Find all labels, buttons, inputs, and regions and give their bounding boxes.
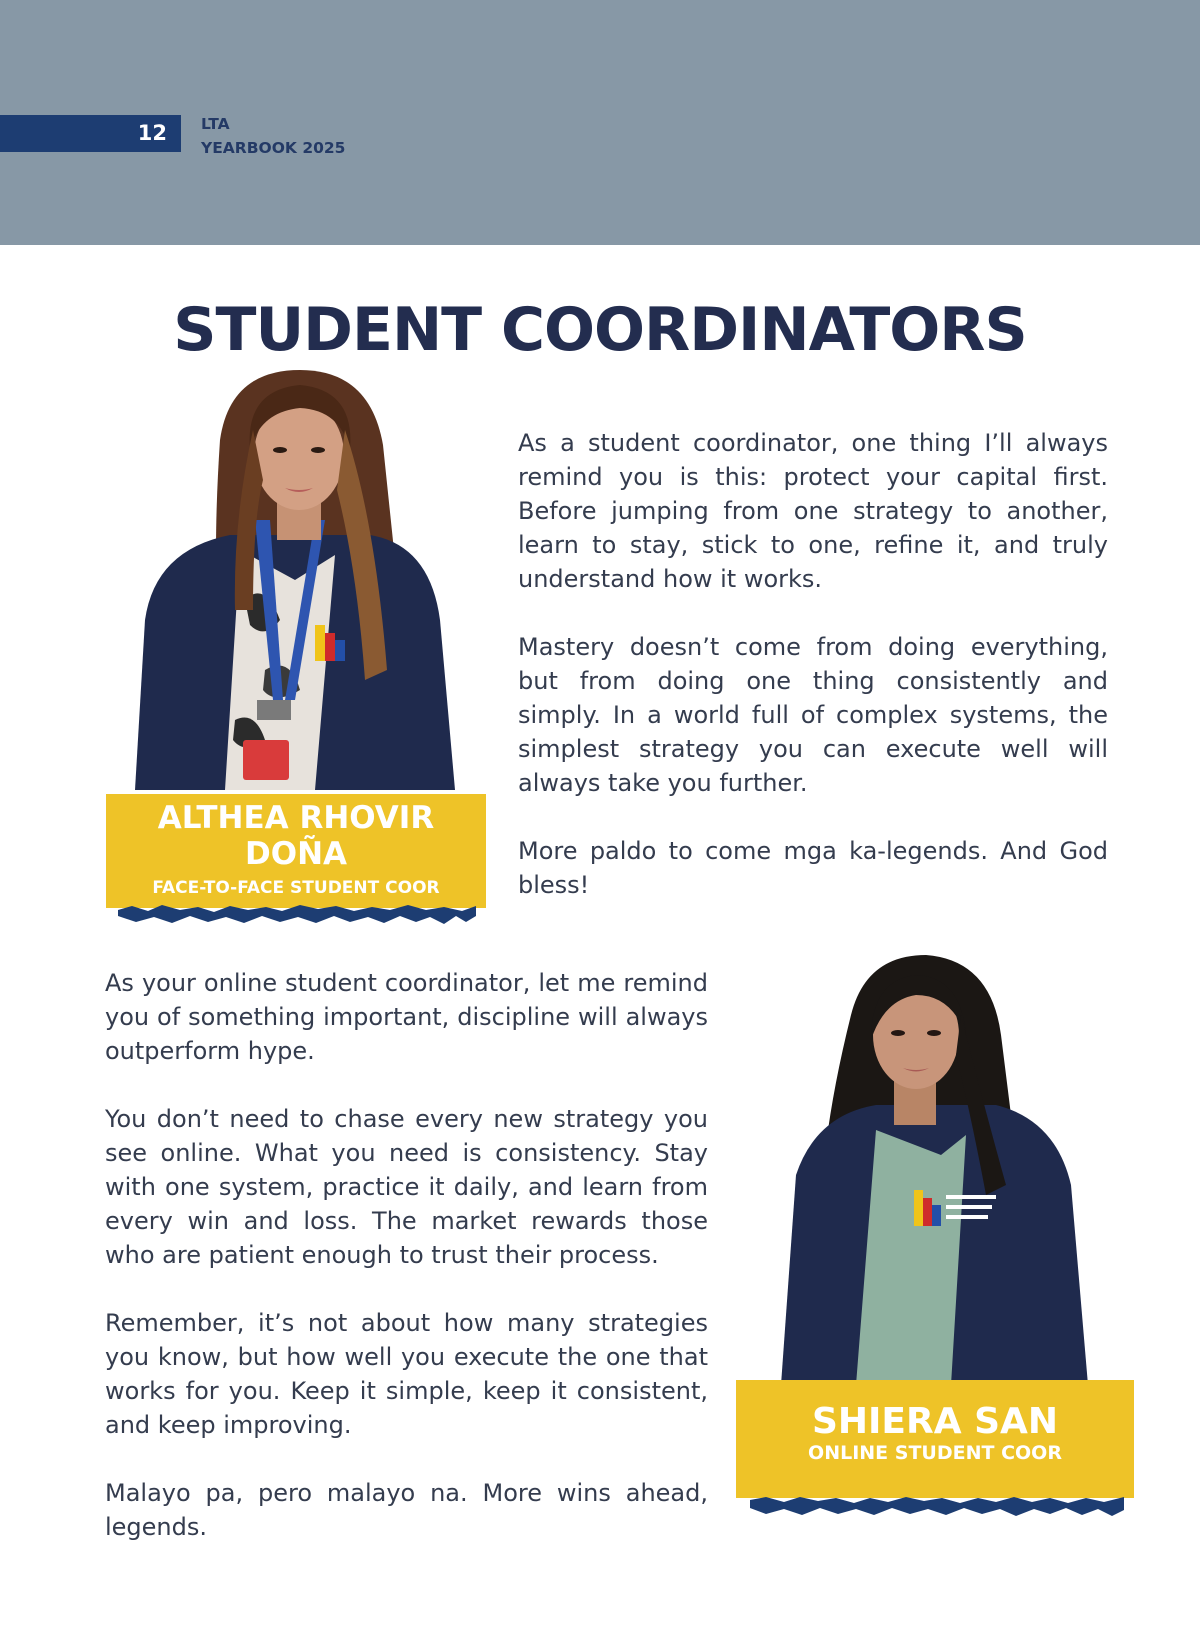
coordinator-2-paragraph: As your online student coordinator, let me remind you of something important, discipline will always outperform hype.	[105, 969, 708, 1065]
publication-line-2: YEARBOOK 2025	[201, 139, 346, 157]
publication-line-1: LTA	[201, 115, 230, 133]
coordinator-1-role: FACE-TO-FACE STUDENT COOR	[152, 878, 440, 898]
coordinator-1-name-line-1: ALTHEA RHOVIR	[157, 800, 435, 836]
page-title: STUDENT COORDINATORS	[173, 295, 1027, 365]
coordinator-1-photo	[125, 370, 465, 790]
page-number-bar	[0, 115, 181, 152]
coordinator-2-torn-edge	[750, 1494, 1124, 1522]
coordinator-2-role: ONLINE STUDENT COOR	[808, 1442, 1062, 1464]
coordinator-1-paragraph: As a student coordinator, one thing I’ll always remind you is this: protect your capital first. Before jumping from one strategy to another, learn to stay, stick to one, refine it, and truly understand how it works.	[518, 429, 1108, 593]
coordinator-2-name: SHIERA SAN	[811, 1401, 1059, 1442]
coordinator-2-photo	[776, 955, 1096, 1385]
coordinator-1-name-line-2: DOÑA	[244, 836, 348, 872]
coordinator-2-paragraph: You don’t need to chase every new strategy you see online. What you need is consistency. Stay with one system, practice it daily, and learn from every win and loss. The market rewards those who are patient enough to trust their process.	[105, 1105, 708, 1269]
page-number: 12	[137, 121, 167, 145]
coordinator-1-nameplate	[106, 794, 486, 908]
coordinator-2-paragraph: Malayo pa, pero malayo na. More wins ahead, legends.	[105, 1479, 708, 1541]
coordinator-1-paragraph: Mastery doesn’t come from doing everything, but from doing one thing consistently and simply. In a world full of complex systems, the simplest strategy you can execute well will always take you further.	[518, 633, 1108, 797]
coordinator-1-name	[106, 800, 486, 872]
coordinator-2-nameplate	[736, 1380, 1134, 1498]
coordinator-2-message	[105, 966, 708, 1544]
coordinator-1-message	[518, 426, 1108, 902]
coordinator-1-torn-edge	[118, 902, 476, 930]
publication-label	[201, 112, 345, 160]
coordinator-2-paragraph: Remember, it’s not about how many strategies you know, but how well you execute the one that works for you. Keep it simple, keep it consistent, and keep improving.	[105, 1309, 708, 1439]
coordinator-1-paragraph: More paldo to come mga ka-legends. And God bless!	[518, 837, 1108, 899]
